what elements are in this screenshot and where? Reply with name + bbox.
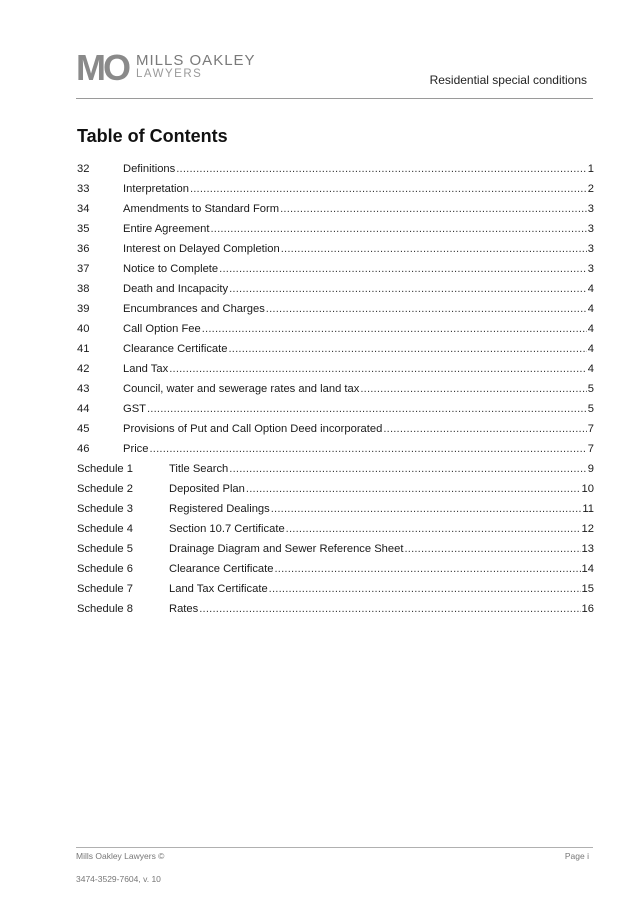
toc-entry-page: 10 bbox=[581, 483, 594, 495]
toc-row[interactable] bbox=[77, 243, 594, 263]
toc-dot-leader bbox=[228, 343, 586, 355]
toc-entry-number: Schedule 4 bbox=[77, 523, 133, 535]
toc-entry-number: 38 bbox=[77, 283, 90, 295]
toc-entry-page: 3 bbox=[587, 263, 594, 275]
toc-entry-title: Interpretation bbox=[123, 183, 189, 195]
toc-entry-number: 40 bbox=[77, 323, 90, 335]
toc-entry-page: 2 bbox=[587, 183, 594, 195]
toc-entry-title: Amendments to Standard Form bbox=[123, 203, 280, 215]
toc-entry-title: Price bbox=[123, 443, 149, 455]
toc-dot-leader bbox=[281, 243, 587, 255]
toc-dot-leader bbox=[280, 203, 587, 215]
toc-schedule-row[interactable] bbox=[77, 523, 594, 543]
toc-entry-page: 5 bbox=[587, 403, 594, 415]
toc-entry-title: Encumbrances and Charges bbox=[123, 303, 265, 315]
toc-entry-number: 46 bbox=[77, 443, 90, 455]
page-header bbox=[0, 0, 637, 110]
toc-entry-title: Clearance Certificate bbox=[169, 563, 274, 575]
toc-entry-title: Interest on Delayed Completion bbox=[123, 243, 280, 255]
toc-row[interactable] bbox=[77, 183, 594, 203]
toc-entry-number: 32 bbox=[77, 163, 90, 175]
toc-entry-number: 34 bbox=[77, 203, 90, 215]
toc-dot-leader bbox=[246, 483, 581, 495]
toc-entry-page: 1 bbox=[587, 163, 594, 175]
header-divider bbox=[76, 98, 593, 99]
toc-entry-title: GST bbox=[123, 403, 146, 415]
toc-row[interactable] bbox=[77, 283, 594, 303]
toc-entry-page: 4 bbox=[587, 363, 594, 375]
toc-entry-page: 5 bbox=[587, 383, 594, 395]
toc-row[interactable] bbox=[77, 363, 594, 383]
toc-entry-number: Schedule 5 bbox=[77, 543, 133, 555]
logo-wordmark bbox=[136, 53, 256, 81]
toc-entry-page: 14 bbox=[581, 563, 594, 575]
toc-entry-number: Schedule 6 bbox=[77, 563, 133, 575]
toc-schedule-row[interactable] bbox=[77, 563, 594, 583]
toc-dot-leader bbox=[176, 163, 587, 175]
toc-entry-page: 3 bbox=[587, 243, 594, 255]
toc-entry-page: 3 bbox=[587, 203, 594, 215]
toc-entry-number: 44 bbox=[77, 403, 90, 415]
toc-entry-page: 3 bbox=[587, 223, 594, 235]
toc-dot-leader bbox=[274, 563, 580, 575]
toc-entry-number: 42 bbox=[77, 363, 90, 375]
toc-entry-title: Provisions of Put and Call Option Deed incorporated bbox=[123, 423, 383, 435]
toc-entry-title: Death and Incapacity bbox=[123, 283, 229, 295]
logo-mark: MO bbox=[76, 47, 128, 88]
footer-page-number: Page i bbox=[564, 851, 589, 861]
toc-dot-leader bbox=[169, 363, 587, 375]
toc-entry-number: 37 bbox=[77, 263, 90, 275]
toc-entry-page: 11 bbox=[582, 503, 594, 515]
toc-dot-leader bbox=[150, 443, 587, 455]
logo-line1: MILLS OAKLEY bbox=[136, 52, 256, 69]
toc-row[interactable] bbox=[77, 263, 594, 283]
toc-dot-leader bbox=[229, 283, 587, 295]
table-of-contents bbox=[77, 163, 594, 623]
footer-divider bbox=[76, 847, 593, 848]
toc-entry-title: Drainage Diagram and Sewer Reference Sheet bbox=[169, 543, 404, 555]
toc-dot-leader bbox=[383, 423, 586, 435]
toc-entry-title: Section 10.7 Certificate bbox=[169, 523, 285, 535]
toc-entry-number: Schedule 2 bbox=[77, 483, 133, 495]
toc-entry-number: 36 bbox=[77, 243, 90, 255]
toc-entry-number: 41 bbox=[77, 343, 90, 355]
toc-entry-page: 15 bbox=[581, 583, 594, 595]
toc-entry-page: 7 bbox=[587, 423, 594, 435]
toc-entry-page: 16 bbox=[581, 603, 594, 615]
toc-entry-title: Land Tax bbox=[123, 363, 169, 375]
toc-dot-leader bbox=[147, 403, 587, 415]
toc-entry-number: Schedule 1 bbox=[77, 463, 133, 475]
toc-entry-title: Title Search bbox=[169, 463, 229, 475]
toc-schedule-row[interactable] bbox=[77, 583, 594, 603]
toc-dot-leader bbox=[286, 523, 581, 535]
toc-row[interactable] bbox=[77, 323, 594, 343]
toc-entry-number: Schedule 3 bbox=[77, 503, 133, 515]
toc-entry-page: 4 bbox=[587, 323, 594, 335]
footer-copyright: Mills Oakley Lawyers © bbox=[76, 851, 165, 861]
toc-row[interactable] bbox=[77, 403, 594, 423]
toc-entry-number: 33 bbox=[77, 183, 90, 195]
toc-entry-page: 9 bbox=[587, 463, 594, 475]
toc-entry-page: 7 bbox=[587, 443, 594, 455]
toc-entry-number: Schedule 7 bbox=[77, 583, 133, 595]
toc-entry-title: Call Option Fee bbox=[123, 323, 201, 335]
toc-schedule-row[interactable] bbox=[77, 543, 594, 563]
toc-entry-number: 39 bbox=[77, 303, 90, 315]
mills-oakley-logo bbox=[76, 47, 256, 88]
toc-row[interactable] bbox=[77, 443, 594, 463]
toc-entry-number: 35 bbox=[77, 223, 90, 235]
toc-dot-leader bbox=[202, 323, 587, 335]
toc-row[interactable] bbox=[77, 423, 594, 443]
toc-dot-leader bbox=[269, 583, 581, 595]
toc-schedule-row[interactable] bbox=[77, 503, 594, 523]
toc-schedule-row[interactable] bbox=[77, 603, 594, 623]
toc-entry-number: 43 bbox=[77, 383, 90, 395]
toc-entry-title: Clearance Certificate bbox=[123, 343, 228, 355]
toc-entry-title: Rates bbox=[169, 603, 199, 615]
toc-dot-leader bbox=[271, 503, 582, 515]
toc-entry-title: Deposited Plan bbox=[169, 483, 245, 495]
toc-dot-leader bbox=[219, 263, 587, 275]
toc-schedule-row[interactable] bbox=[77, 483, 594, 503]
toc-entry-title: Registered Dealings bbox=[169, 503, 270, 515]
toc-row[interactable] bbox=[77, 223, 594, 243]
toc-dot-leader bbox=[190, 183, 587, 195]
footer-document-ref: 3474-3529-7604, v. 10 bbox=[76, 874, 161, 884]
toc-row[interactable] bbox=[77, 203, 594, 223]
toc-dot-leader bbox=[199, 603, 580, 615]
toc-entry-page: 4 bbox=[587, 303, 594, 315]
toc-entry-number: Schedule 8 bbox=[77, 603, 133, 615]
toc-heading: Table of Contents bbox=[77, 126, 228, 146]
document-title: Residential special conditions bbox=[429, 73, 587, 87]
toc-row[interactable] bbox=[77, 303, 594, 323]
toc-entry-title: Council, water and sewerage rates and land tax bbox=[123, 383, 360, 395]
toc-entry-title: Notice to Complete bbox=[123, 263, 219, 275]
logo-line2: LAWYERS bbox=[136, 68, 203, 80]
toc-row[interactable] bbox=[77, 343, 594, 363]
toc-entry-page: 4 bbox=[587, 283, 594, 295]
toc-entry-page: 13 bbox=[581, 543, 594, 555]
toc-row[interactable] bbox=[77, 383, 594, 403]
toc-dot-leader bbox=[360, 383, 586, 395]
toc-dot-leader bbox=[229, 463, 586, 475]
toc-schedule-row[interactable] bbox=[77, 463, 594, 483]
toc-entry-number: 45 bbox=[77, 423, 90, 435]
toc-entry-title: Entire Agreement bbox=[123, 223, 210, 235]
toc-dot-leader bbox=[404, 543, 580, 555]
toc-entry-page: 4 bbox=[587, 343, 594, 355]
toc-dot-leader bbox=[210, 223, 586, 235]
toc-entry-page: 12 bbox=[581, 523, 594, 535]
toc-entry-title: Land Tax Certificate bbox=[169, 583, 268, 595]
toc-entry-title: Definitions bbox=[123, 163, 176, 175]
toc-row[interactable] bbox=[77, 163, 594, 183]
toc-dot-leader bbox=[266, 303, 587, 315]
